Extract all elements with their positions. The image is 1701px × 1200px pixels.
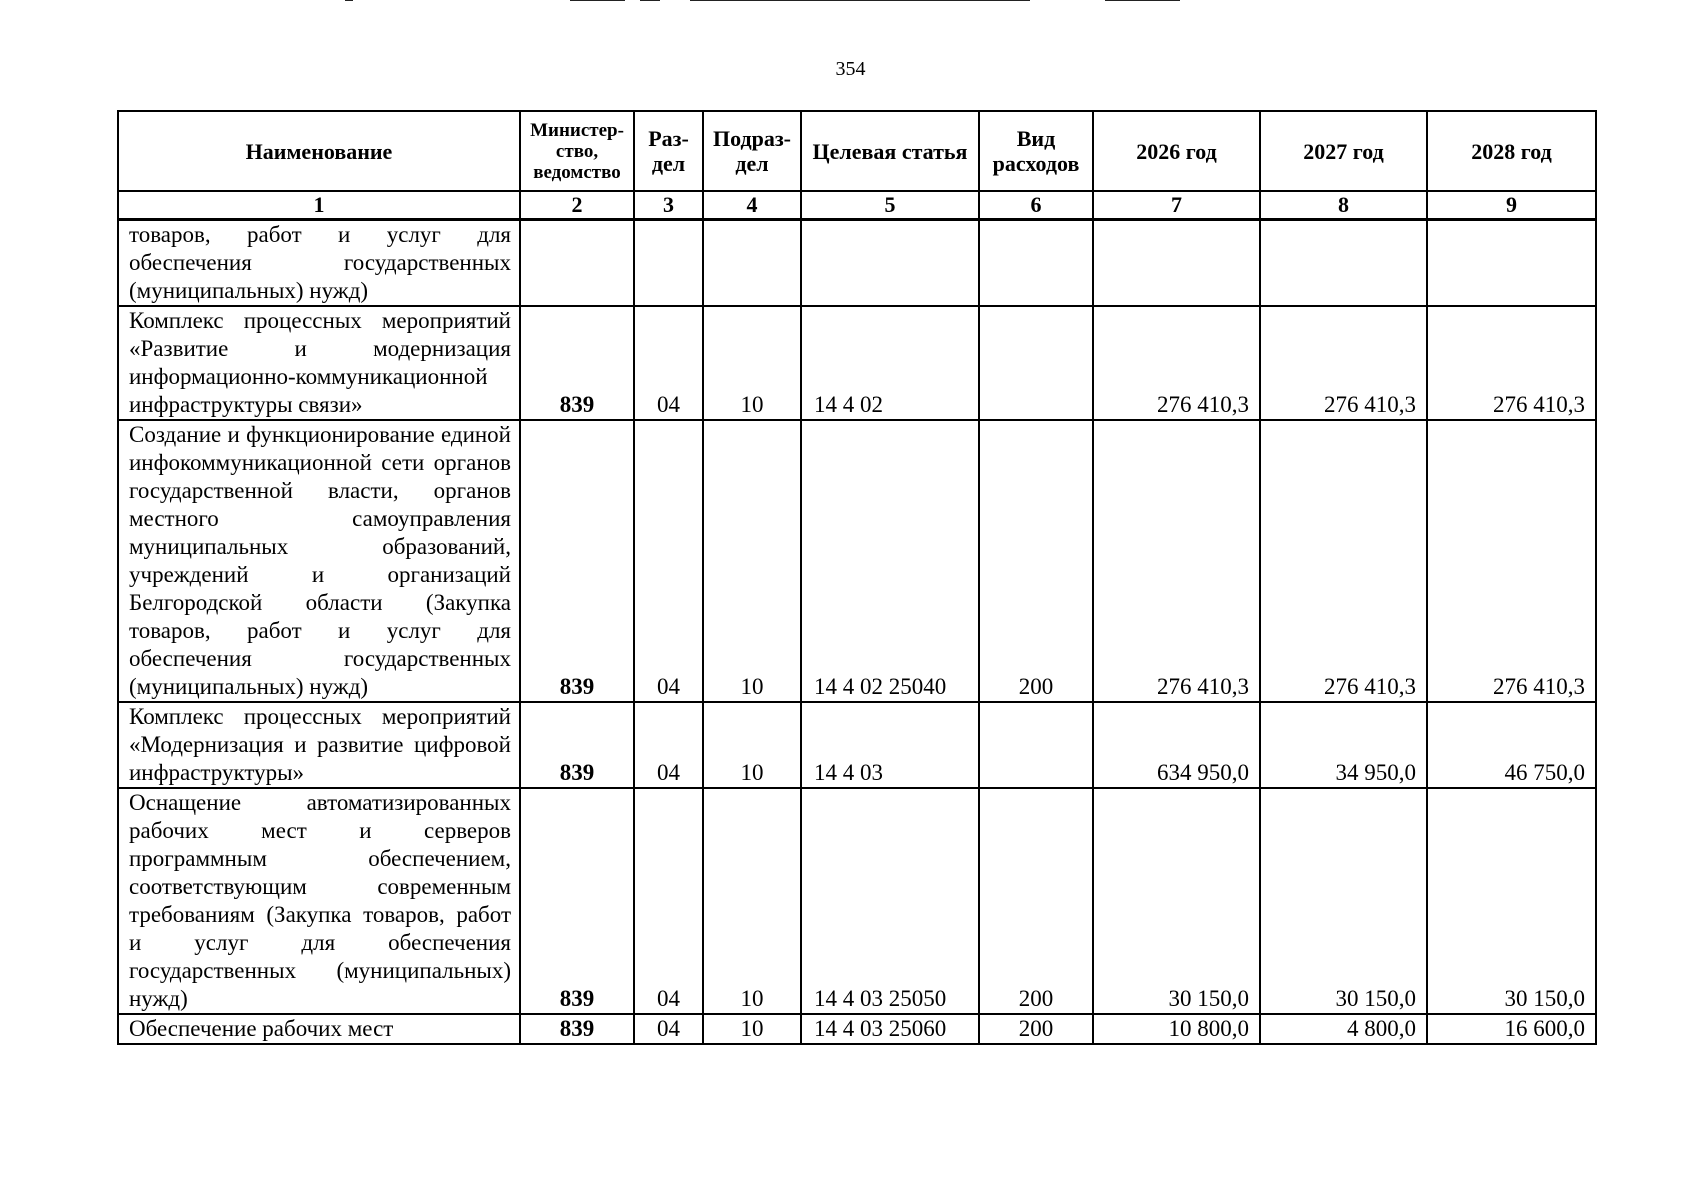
row-2027: 276 410,3 xyxy=(1260,420,1427,702)
header-subsection: Подраз-дел xyxy=(703,111,801,191)
row-section: 04 xyxy=(634,702,703,788)
table-row xyxy=(118,788,1596,1014)
row-target: 14 4 03 25050 xyxy=(801,788,979,1014)
row-section xyxy=(634,220,703,307)
row-2028: 46 750,0 xyxy=(1427,702,1596,788)
header-name: Наименование xyxy=(118,111,520,191)
row-subsection xyxy=(703,220,801,307)
row-name: Комплекс процессных мероприятий «Модернизация и развитие цифровой инфраструктуры» xyxy=(118,702,520,788)
row-section: 04 xyxy=(634,1014,703,1044)
table-row xyxy=(118,420,1596,702)
row-ministry: 839 xyxy=(520,306,634,420)
header-expense-type: Вид расходов xyxy=(979,111,1093,191)
column-number: 7 xyxy=(1093,191,1260,220)
column-number: 5 xyxy=(801,191,979,220)
row-expense-type xyxy=(979,702,1093,788)
row-target: 14 4 03 25060 xyxy=(801,1014,979,1044)
row-2026: 30 150,0 xyxy=(1093,788,1260,1014)
row-2028 xyxy=(1427,220,1596,307)
column-number: 8 xyxy=(1260,191,1427,220)
column-number-row xyxy=(118,191,1596,220)
row-ministry: 839 xyxy=(520,420,634,702)
header-section: Раз-дел xyxy=(634,111,703,191)
row-ministry: 839 xyxy=(520,702,634,788)
table-row xyxy=(118,1014,1596,1044)
row-2026: 10 800,0 xyxy=(1093,1014,1260,1044)
column-number: 4 xyxy=(703,191,801,220)
row-name: Комплекс процессных мероприятий «Развитие и модернизация информационно-коммуникационной инфраструктуры связи» xyxy=(118,306,520,420)
row-2027 xyxy=(1260,220,1427,307)
budget-table xyxy=(117,110,1597,1045)
column-number: 6 xyxy=(979,191,1093,220)
column-number: 3 xyxy=(634,191,703,220)
scan-edge-marks xyxy=(0,0,1701,4)
row-name: Создание и функционирование единой инфокоммуникационной сети органов государственной власти, органов местного самоуправления муниципальных образований, учреждений и организаций Белгородской области (Закупка товаров, работ и услуг для обеспечения государственных (муниципальных) нужд) xyxy=(118,420,520,702)
row-expense-type: 200 xyxy=(979,420,1093,702)
table-row xyxy=(118,220,1596,307)
row-2028: 30 150,0 xyxy=(1427,788,1596,1014)
header-ministry: Министер-ство, ведомство xyxy=(520,111,634,191)
column-number: 2 xyxy=(520,191,634,220)
row-target: 14 4 02 xyxy=(801,306,979,420)
table-row xyxy=(118,702,1596,788)
page-number: 354 xyxy=(835,58,866,80)
row-subsection: 10 xyxy=(703,702,801,788)
header-row xyxy=(118,111,1596,191)
header-target: Целевая статья xyxy=(801,111,979,191)
row-2027: 30 150,0 xyxy=(1260,788,1427,1014)
table-row xyxy=(118,306,1596,420)
row-section: 04 xyxy=(634,420,703,702)
row-2027: 276 410,3 xyxy=(1260,306,1427,420)
row-subsection: 10 xyxy=(703,306,801,420)
row-2028: 16 600,0 xyxy=(1427,1014,1596,1044)
header-2027: 2027 год xyxy=(1260,111,1427,191)
row-ministry: 839 xyxy=(520,1014,634,1044)
row-section: 04 xyxy=(634,788,703,1014)
header-2026: 2026 год xyxy=(1093,111,1260,191)
row-ministry: 839 xyxy=(520,788,634,1014)
row-name: Оснащение автоматизированных рабочих мест и серверов программным обеспечением, соответствующим современным требованиям (Закупка товаров, работ и услуг для обеспечения государственных (муниципальных) нужд) xyxy=(118,788,520,1014)
row-name: Обеспечение рабочих мест xyxy=(118,1014,520,1044)
row-ministry xyxy=(520,220,634,307)
row-2026: 276 410,3 xyxy=(1093,306,1260,420)
row-2026: 634 950,0 xyxy=(1093,702,1260,788)
row-target xyxy=(801,220,979,307)
column-number: 1 xyxy=(118,191,520,220)
row-section: 04 xyxy=(634,306,703,420)
row-subsection: 10 xyxy=(703,420,801,702)
row-expense-type: 200 xyxy=(979,788,1093,1014)
row-2028: 276 410,3 xyxy=(1427,420,1596,702)
row-name: товаров, работ и услуг для обеспечения государственных (муниципальных) нужд) xyxy=(118,220,520,307)
row-subsection: 10 xyxy=(703,1014,801,1044)
row-2026 xyxy=(1093,220,1260,307)
row-target: 14 4 03 xyxy=(801,702,979,788)
row-expense-type: 200 xyxy=(979,1014,1093,1044)
row-expense-type xyxy=(979,220,1093,307)
row-2028: 276 410,3 xyxy=(1427,306,1596,420)
row-2027: 34 950,0 xyxy=(1260,702,1427,788)
row-target: 14 4 02 25040 xyxy=(801,420,979,702)
row-2027: 4 800,0 xyxy=(1260,1014,1427,1044)
header-2028: 2028 год xyxy=(1427,111,1596,191)
row-2026: 276 410,3 xyxy=(1093,420,1260,702)
row-subsection: 10 xyxy=(703,788,801,1014)
row-expense-type xyxy=(979,306,1093,420)
column-number: 9 xyxy=(1427,191,1596,220)
